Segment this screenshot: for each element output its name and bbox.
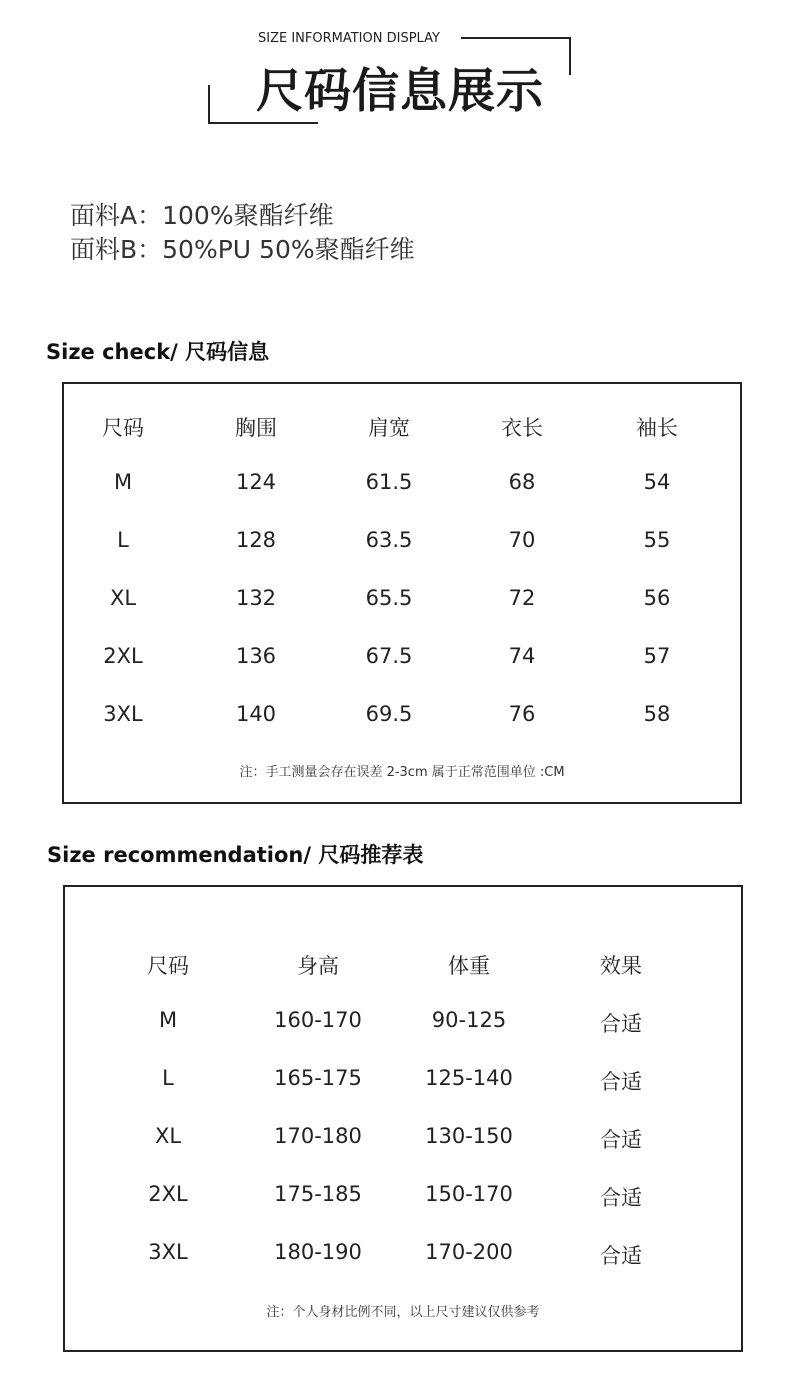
size-check-header-cell: 袖长 [636, 416, 678, 440]
size-recommendation-cell: 150-170 [425, 1182, 513, 1206]
size-check-cell: 55 [643, 528, 671, 552]
size-check-cell: 57 [643, 644, 671, 668]
size-check-cell: L [117, 528, 129, 552]
page-title: 尺码信息展示 [256, 64, 544, 119]
size-check-header-cell: 尺码 [102, 416, 144, 440]
size-recommendation-cell: 合适 [600, 1070, 642, 1094]
size-recommendation-title: Size recommendation/ 尺码推荐表 [47, 843, 424, 867]
header-subtitle: SIZE INFORMATION DISPLAY [258, 31, 440, 46]
size-recommendation-cell: 合适 [600, 1244, 642, 1268]
size-check-cell: 70 [508, 528, 536, 552]
size-check-cell: 61.5 [365, 470, 413, 494]
size-check-cell: 69.5 [365, 702, 413, 726]
size-recommendation-header-cell: 尺码 [147, 954, 189, 978]
size-recommendation-cell: M [158, 1008, 178, 1032]
size-check-table [62, 382, 742, 804]
size-check-cell: 128 [235, 528, 277, 552]
fabric-a-text: 面料A：100%聚酯纤维 [70, 201, 334, 230]
size-check-cell: 140 [235, 702, 277, 726]
size-recommendation-cell: 130-150 [425, 1124, 513, 1148]
size-check-header-cell: 胸围 [235, 416, 277, 440]
size-recommendation-cell: 合适 [600, 1012, 642, 1036]
size-recommendation-header-cell: 身高 [297, 954, 339, 978]
size-check-cell: XL [109, 586, 137, 610]
size-check-cell: 136 [235, 644, 277, 668]
size-check-cell: 58 [643, 702, 671, 726]
size-check-note: 注：手工测量会存在误差 2-3cm 属于正常范围单位 :CM [239, 765, 565, 780]
size-recommendation-cell: 165-175 [274, 1066, 362, 1090]
size-recommendation-header-cell: 效果 [600, 954, 642, 978]
size-check-header-cell: 肩宽 [368, 416, 410, 440]
size-recommendation-header-cell: 体重 [448, 954, 490, 978]
size-check-cell: 124 [235, 470, 277, 494]
size-recommendation-cell: 170-180 [274, 1124, 362, 1148]
size-check-cell: 72 [508, 586, 536, 610]
size-recommendation-cell: 合适 [600, 1128, 642, 1152]
size-recommendation-cell: 90-125 [431, 1008, 507, 1032]
size-recommendation-cell: 3XL [148, 1240, 188, 1264]
size-check-cell: 2XL [103, 644, 143, 668]
size-recommendation-cell: 170-200 [425, 1240, 513, 1264]
size-check-cell: 65.5 [365, 586, 413, 610]
size-recommendation-cell: 2XL [148, 1182, 188, 1206]
header-line-bottom [208, 122, 318, 124]
header-line-top [461, 37, 571, 39]
size-check-cell: 67.5 [365, 644, 413, 668]
size-check-cell: 56 [643, 586, 671, 610]
header-line-left [208, 85, 210, 124]
size-check-cell: 54 [643, 470, 671, 494]
size-recommendation-cell: 160-170 [274, 1008, 362, 1032]
header-line-right [569, 37, 571, 75]
size-recommendation-note: 注：个人身材比例不同，以上尺寸建议仅供参考 [266, 1305, 540, 1320]
size-check-header-cell: 衣长 [501, 416, 543, 440]
size-recommendation-table [63, 885, 743, 1352]
size-recommendation-cell: 175-185 [274, 1182, 362, 1206]
size-check-cell: M [113, 470, 133, 494]
size-check-cell: 76 [508, 702, 536, 726]
fabric-b-text: 面料B：50%PU 50%聚酯纤维 [70, 235, 415, 264]
size-recommendation-cell: 180-190 [274, 1240, 362, 1264]
size-recommendation-cell: XL [154, 1124, 182, 1148]
size-recommendation-cell: 合适 [600, 1186, 642, 1210]
size-check-cell: 74 [508, 644, 536, 668]
size-recommendation-cell: L [162, 1066, 174, 1090]
size-check-cell: 68 [508, 470, 536, 494]
size-check-cell: 63.5 [365, 528, 413, 552]
size-recommendation-cell: 125-140 [425, 1066, 513, 1090]
size-check-cell: 3XL [103, 702, 143, 726]
size-check-cell: 132 [235, 586, 277, 610]
size-check-title: Size check/ 尺码信息 [46, 340, 270, 364]
